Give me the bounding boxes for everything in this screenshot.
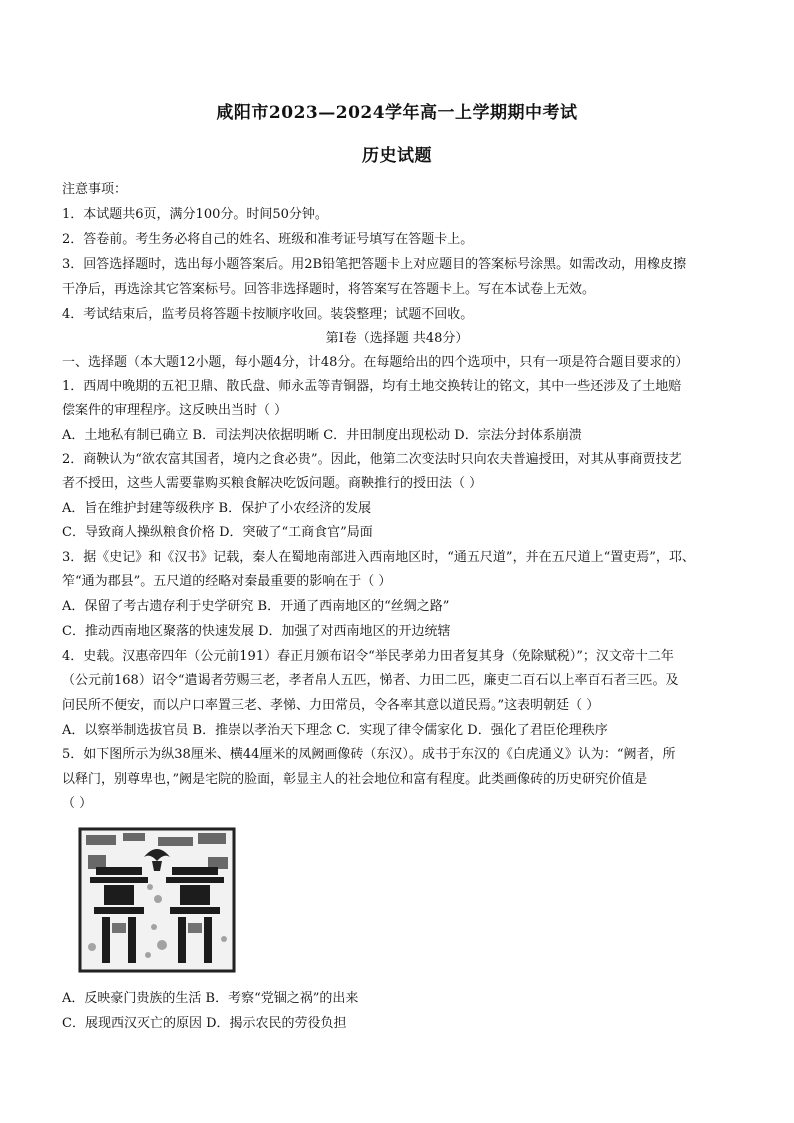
question-3-option: A．保留了考古遗存利于史学研究 B．开通了西南地区的“丝绸之路”: [62, 599, 450, 614]
question-2-text: 2．商鞅认为“欲农富其国者，境内之食必贵”。因此，他第二次变法时只向农夫普遍授田，对其从事商贾技艺: [62, 452, 682, 467]
question-2-text: 者不授田，这些人需要靠购买粮食解决吃饭问题。商鞅推行的授田法（ ）: [62, 476, 483, 491]
question-3-option: C．推动西南地区聚落的快速发展 D．加强了对西南地区的开边统辖: [62, 624, 451, 639]
exam-subject: 历史试题: [362, 146, 432, 166]
note-item: 3．回答选择题时，选出每小题答案后。用2B铅笔把答题卡上对应题目的答案标号涂黑。如需改动，用橡皮擦: [62, 257, 687, 272]
question-2-option: C．导致商人操纵粮食价格 D．突破了“工商食官”局面: [62, 525, 373, 540]
question-1-text: 1．西周中晚期的五祀卫鼎、散氏盘、师永盂等青铜器，均有土地交换转让的铭文，其中一些还涉及了土地赔: [62, 379, 682, 394]
question-3-text: 笮“通为郡县”。五尺道的经略对秦最重要的影响在于（ ）: [62, 574, 392, 589]
exam-title: 咸阳市2023—2024学年高一上学期期中考试: [216, 103, 578, 123]
note-item: 4．考试结束后，监考员将答题卡按顺序收回。装袋整理；试题不回收。: [62, 307, 474, 322]
question-1-options: A．土地私有制已确立 B．司法判决依据明晰 C．井田制度出现松动 D．宗法分封体系崩溃: [62, 428, 582, 443]
question-4-text: 问民所不便安，而以户口率置三老、孝悌、力田常员，令各率其意以道民焉。”这表明朝廷（ ）: [62, 698, 600, 713]
note-item: 1．本试题共6页，满分100分。时间50分钟。: [62, 207, 328, 222]
question-4-text: （公元前168）诏令“遣谒者劳赐三老，孝者帛人五匹，悌者、力田二匹，廉吏二百石以上率百石者三匹。及: [62, 673, 679, 688]
phoenix-que-brick-image: [78, 827, 236, 973]
question-5-option: A．反映豪门贵族的生活 B．考察“党锢之祸”的出来: [62, 991, 359, 1006]
question-5-text: （ ）: [62, 796, 93, 811]
question-4-options: A．以察举制选拔官员 B．推崇以孝治天下理念 C．实现了律令儒家化 D．强化了君臣伦理秩序: [62, 723, 608, 738]
note-item: 2．答卷前。考生务必将自己的姓名、班级和准考证号填写在答题卡上。: [62, 232, 474, 247]
note-item: 干净后，再选涂其它答案标号。回答非选择题时，将答案写在答题卡上。写在本试卷上无效。: [62, 282, 596, 297]
question-2-option: A．旨在维护封建等级秩序 B．保护了小农经济的发展: [62, 501, 372, 516]
question-3-text: 3．据《史记》和《汉书》记载，秦人在蜀地南部进入西南地区时，“通五尺道”，并在五尺道上“置吏焉”，邛、: [62, 550, 695, 565]
section-instruction: 一、选择题（本大题12小题，每小题4分，计48分。在每题给出的四个选项中，只有一项是符合题目要求的）: [62, 355, 689, 370]
question-1-text: 偿案件的审理程序。这反映出当时（ ）: [62, 403, 288, 418]
question-5-text: 以释门，别尊卑也，”阙是宅院的脸面，彰显主人的社会地位和富有程度。此类画像砖的历史研究价值是: [62, 772, 648, 787]
notes-heading: 注意事项：: [62, 182, 128, 197]
section-title: 第Ⅰ卷（选择题 共48分）: [325, 331, 469, 346]
question-5-option: C．展现西汉灭亡的原因 D．揭示农民的劳役负担: [62, 1016, 347, 1031]
question-4-text: 4．史载。汉惠帝四年（公元前191）春正月颁布诏令“举民孝弟力田者复其身（免除赋税）”；汉文帝十二年: [62, 649, 674, 664]
question-5-text: 5．如下图所示为纵38厘米、横44厘米的凤阙画像砖（东汉）。成书于东汉的《白虎通义》认为：“阙者，所: [62, 747, 676, 762]
